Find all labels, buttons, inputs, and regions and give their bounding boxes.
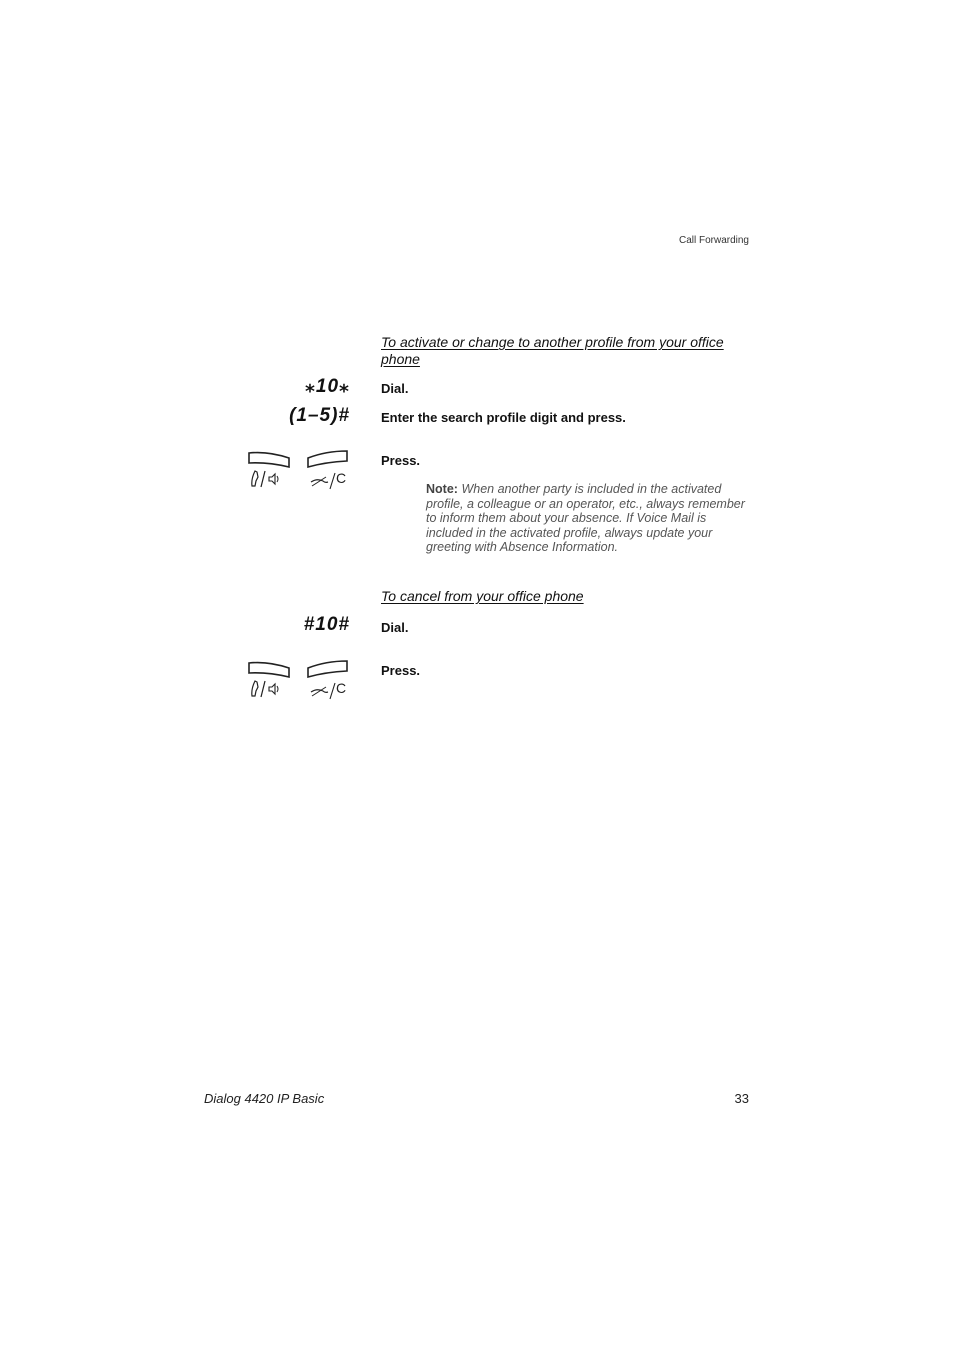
clear-key-label-cancel: C [336,680,347,696]
instruction-dial: Dial. [381,381,409,396]
note-block [426,482,756,555]
instruction-press-cancel: Press. [381,663,421,678]
page-number: 33 [734,1091,749,1106]
dial-code-hash10hash: #10# [303,614,350,635]
clear-key-icon [306,659,356,701]
section-heading-activate: To activate or change to another profile from your office phone [381,334,724,367]
clear-key-label: C [336,470,347,486]
clear-key-cancel [306,659,356,701]
clear-key [306,449,356,491]
instruction-enter-profile-digit: Enter the search profile digit and press. [381,410,626,425]
dial-code-profile-digit: (1–5)# [289,405,350,426]
instruction-dial-cancel: Dial. [381,620,409,635]
instruction-press: Press. [381,453,421,468]
dial-code-star10star: ⁎10⁎ [304,376,350,397]
clear-key-icon [306,449,356,491]
footer-title: Dialog 4420 IP Basic [204,1091,325,1106]
note-label: Note: [426,482,458,496]
note-text: When another party is included in the activated profile, a colleague or an operator, etc., always remember to inform them about your absence. If Voice Mail is included in the activated profile, always update your greeting with Absence Information. [426,482,745,554]
section-heading-cancel: To cancel from your office phone [381,588,584,604]
running-header: Call Forwarding [678,235,749,246]
